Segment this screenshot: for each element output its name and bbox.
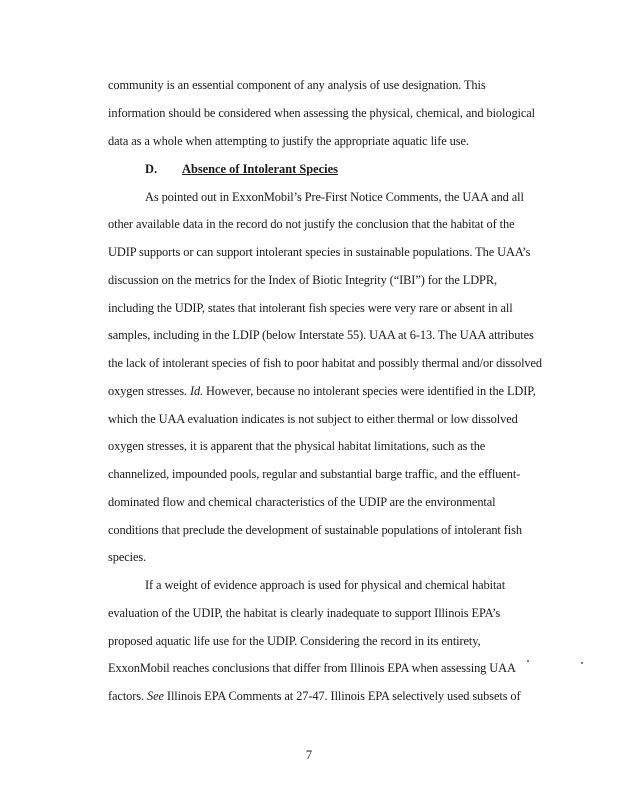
paragraph-2-line: samples, including in the LDIP (below Interstate 55). UAA at 6-13. The UAA attributes	[108, 328, 534, 342]
paragraph-2-line: the lack of intolerant species of fish to poor habitat and possibly thermal and/or dissolved	[108, 356, 543, 370]
paragraph-2-line: oxygen stresses, it is apparent that the physical habitat limitations, such as the	[108, 439, 486, 453]
paragraph-2-line: including the UDIP, states that intolerant fish species were very rare or absent in all	[108, 301, 513, 315]
paragraph-2-line: channelized, impounded pools, regular and substantial barge traffic, and the effluent-	[108, 467, 521, 481]
text-segment: factors. See Illinois EPA Comments at 27-47. Illinois EPA selectively used subsets of	[108, 689, 521, 703]
paragraph-3-line: If a weight of evidence approach is used for physical and chemical habitat	[145, 578, 506, 592]
paragraph-2-line: species.	[108, 550, 147, 564]
paragraph-1-line: community is an essential component of any analysis of use designation. This	[108, 78, 486, 92]
paragraph-3-line: ExxonMobil reaches conclusions that differ from Illinois EPA when assessing UAA	[108, 661, 516, 675]
paragraph-3-line	[108, 688, 521, 704]
citation-italic: Id.	[189, 384, 204, 398]
paragraph-2-line	[108, 383, 536, 399]
paragraph-2-line: As pointed out in ExxonMobil’s Pre-First Notice Comments, the UAA and all	[145, 190, 524, 204]
citation-italic: See	[147, 689, 164, 703]
paragraph-3-line: evaluation of the UDIP, the habitat is clearly inadequate to support Illinois EPA’s	[108, 606, 501, 620]
text-segment: oxygen stresses. Id. However, because no intolerant species were identified in the LDIP,	[108, 384, 536, 398]
section-title: Absence of Intolerant Species	[182, 162, 338, 176]
scan-speck	[527, 660, 529, 662]
paragraph-2-line: which the UAA evaluation indicates is not subject to either thermal or low dissolved	[108, 412, 518, 426]
paragraph-3-line: proposed aquatic life use for the UDIP. Considering the record in its entirety,	[108, 634, 481, 648]
paragraph-2-line: dominated flow and chemical characteristics of the UDIP are the environmental	[108, 495, 496, 509]
paragraph-2-line: discussion on the metrics for the Index of Biotic Integrity (“IBI”) for the LDPR,	[108, 273, 497, 287]
paragraph-2-line: UDIP supports or can support intolerant species in sustainable populations. The UAA’s	[108, 245, 531, 259]
paragraph-2-line: other available data in the record do not justify the conclusion that the habitat of the	[108, 217, 515, 231]
scan-speck	[581, 662, 583, 664]
paragraph-1-line: data as a whole when attempting to justify the appropriate aquatic life use.	[108, 134, 469, 148]
page-number: 7	[305, 748, 313, 762]
paragraph-1-line: information should be considered when assessing the physical, chemical, and biological	[108, 106, 536, 120]
section-letter: D.	[145, 162, 158, 176]
paragraph-2-line: conditions that preclude the development of sustainable populations of intolerant fish	[108, 523, 522, 537]
